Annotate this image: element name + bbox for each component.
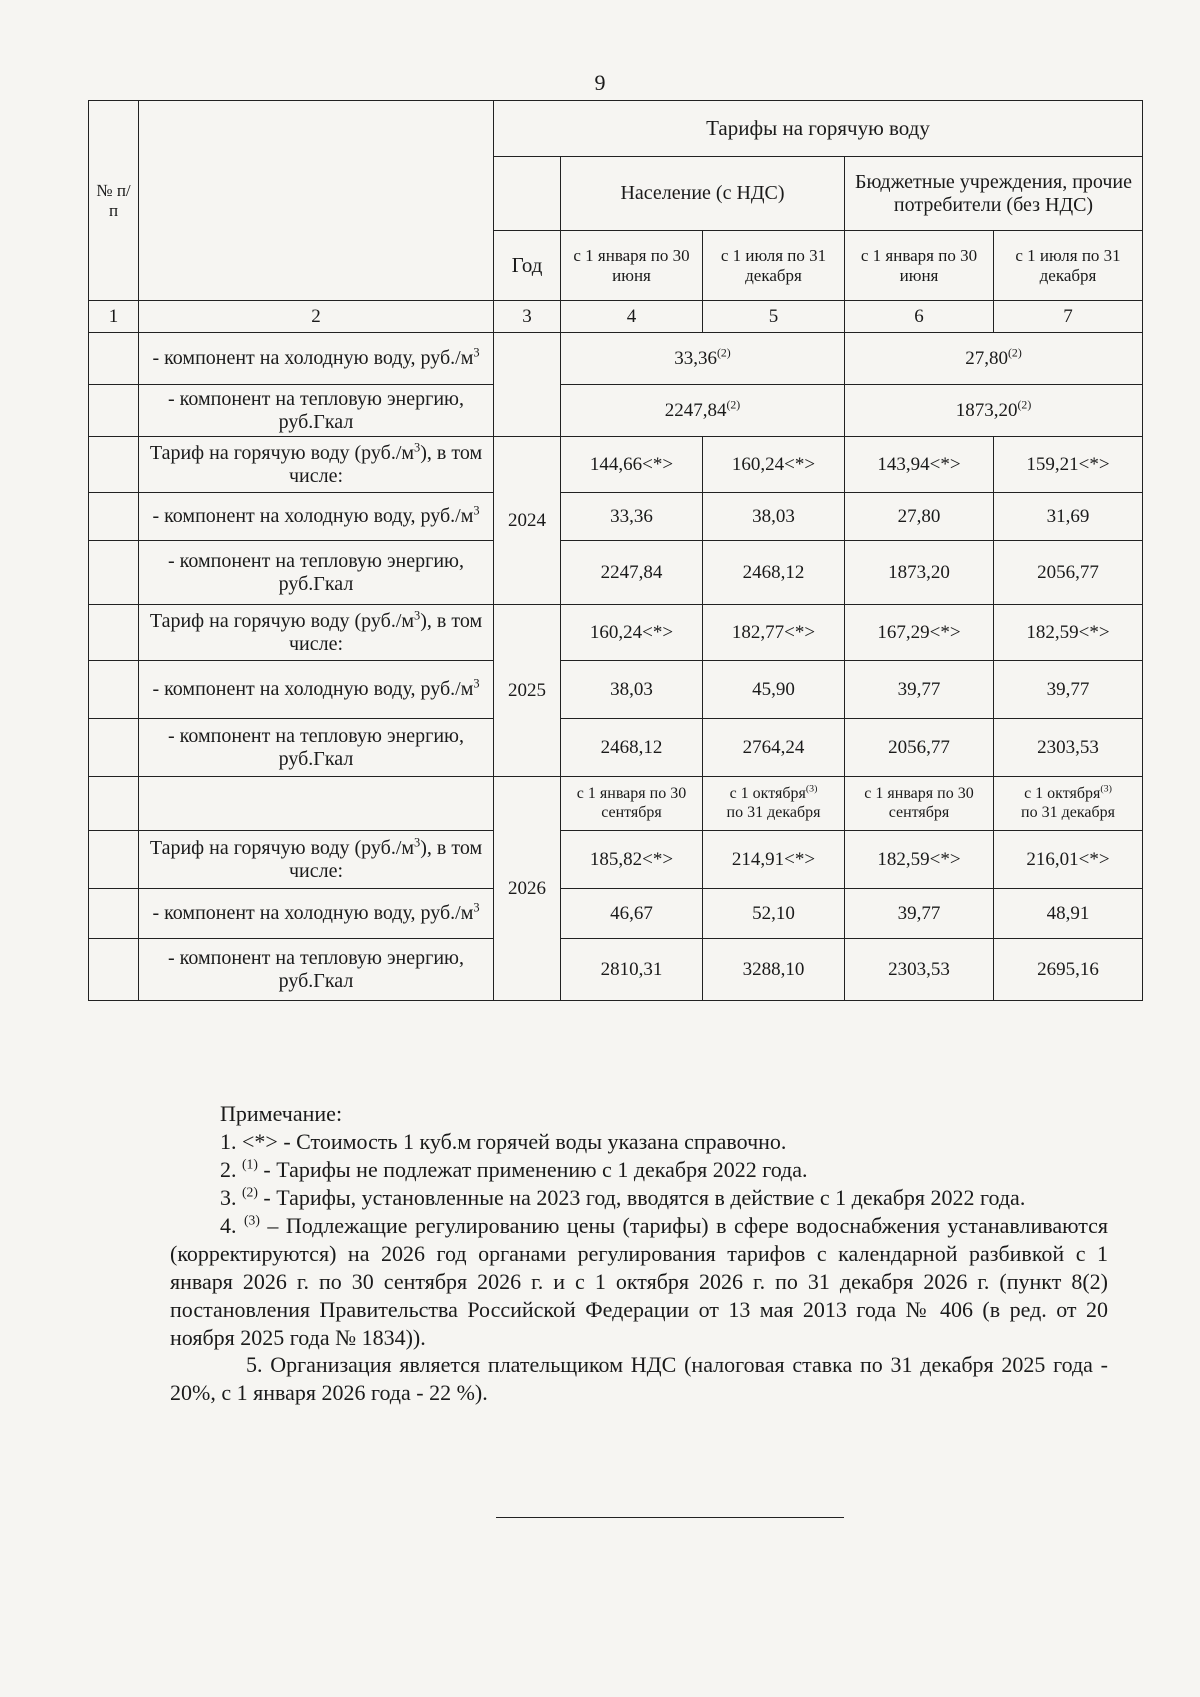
cell-value: 2247,84$^{(2)}$ — [561, 385, 845, 437]
cell-value: 160,24<*> — [561, 605, 703, 661]
row-label: Тариф на горячую воду $(руб./м^3)$, в том числе: — [139, 831, 494, 889]
note-3: 3. $^{(2)}$ - Тарифы, установленные на 2023 год, вводятся в действие с 1 декабря 2022 года. — [220, 1184, 1026, 1210]
header-population: Население (с НДС) — [561, 157, 845, 231]
cell-value: 33,36$^{(2)}$ — [561, 333, 845, 385]
header-num: № п/п — [89, 101, 139, 301]
header-period-3: с 1 января по 30 июня — [845, 231, 994, 301]
col-num: 6 — [845, 301, 994, 333]
cell-value: 160,24<*> — [703, 437, 845, 493]
cell-value: 216,01<*> — [994, 831, 1143, 889]
header-period-1: с 1 января по 30 июня — [561, 231, 703, 301]
table-row — [89, 719, 1143, 777]
note-5: 5. Организация является плательщиком НДС (налоговая ставка по 31 декабря 2025 года - 20%, с 1 января 2026 года - 22 %). — [170, 1352, 1108, 1406]
cell-value: 2468,12 — [561, 719, 703, 777]
cell-value: 33,36 — [561, 493, 703, 541]
row-label: - компонент на холодную воду, $руб./м^3$ — [139, 889, 494, 939]
cell-value: 38,03 — [703, 493, 845, 541]
cell-value: 144,66<*> — [561, 437, 703, 493]
cell-value: 182,59<*> — [994, 605, 1143, 661]
note-1: 1. <*> - Стоимость 1 куб.м горячей воды указана справочно. — [220, 1128, 787, 1154]
table-row — [89, 831, 1143, 889]
cell-value: 45,90 — [703, 661, 845, 719]
cell-value: 52,10 — [703, 889, 845, 939]
year-cell: 2024 — [494, 437, 561, 605]
table-row — [89, 661, 1143, 719]
tariffs-table — [88, 100, 1143, 1001]
table-row — [89, 889, 1143, 939]
row-label: - компонент на тепловую энергию, руб.Гкал — [139, 719, 494, 777]
cell-value: 185,82<*> — [561, 831, 703, 889]
table-row — [89, 777, 1143, 831]
cell-value: 38,03 — [561, 661, 703, 719]
col-num: 3 — [494, 301, 561, 333]
row-label: - компонент на холодную воду, $руб./м^3$ — [139, 333, 494, 385]
col-num: 1 — [89, 301, 139, 333]
cell-value: 48,91 — [994, 889, 1143, 939]
cell-value: 159,21<*> — [994, 437, 1143, 493]
cell-value: 1873,20 — [845, 541, 994, 605]
header-budget: Бюджетные учреждения, прочие потребители (без НДС) — [845, 157, 1143, 231]
row-label: - компонент на холодную воду, $руб./м^3$ — [139, 493, 494, 541]
header-spacer — [494, 157, 561, 231]
col-num: 2 — [139, 301, 494, 333]
note-4: 4. $^{(3)}$ – Подлежащие регулированию цены (тарифы) в сфере водоснабжения устанавливаются (корректируются) на 2026 год органами регулирования тарифов с календарной разбивкой с 1 января 2026 г. по 30 сентября 2026 г. и с 1 октября 2026 г. по 31 декабря 2026 г. (пункт 8(2) постановления Правительства Российской Федерации от 13 мая 2013 года № 406 (в ред. от 20 ноября 2025 года № 1834)). — [170, 1212, 1109, 1350]
table-row — [89, 437, 1143, 493]
table-row — [89, 333, 1143, 385]
cell-value: 2303,53 — [994, 719, 1143, 777]
row-label: - компонент на холодную воду, $руб./м^3$ — [139, 661, 494, 719]
col-num: 4 — [561, 301, 703, 333]
year-cell: 2026 — [494, 777, 561, 1001]
cell-value: 39,77 — [994, 661, 1143, 719]
cell-value: 143,94<*> — [845, 437, 994, 493]
page-number: 9 — [594, 70, 606, 95]
cell-value: 2247,84 — [561, 541, 703, 605]
cell-value: 2764,24 — [703, 719, 845, 777]
cell-value: 2695,16 — [994, 939, 1143, 1001]
cell-value: 3288,10 — [703, 939, 845, 1001]
year-cell: 2025 — [494, 605, 561, 777]
row-label: Тариф на горячую воду $(руб./м^3)$, в том числе: — [139, 605, 494, 661]
header-blank — [139, 101, 494, 301]
row-label: - компонент на тепловую энергию, руб.Гкал — [139, 939, 494, 1001]
cell-value: 214,91<*> — [703, 831, 845, 889]
col-num: 5 — [703, 301, 845, 333]
cell-value: 182,77<*> — [703, 605, 845, 661]
row-label: - компонент на тепловую энергию, руб.Гкал — [139, 541, 494, 605]
cell-value: 182,59<*> — [845, 831, 994, 889]
cell-value: 27,80 — [845, 493, 994, 541]
table-row — [89, 385, 1143, 437]
cell-value: 2056,77 — [994, 541, 1143, 605]
row-label: - компонент на тепловую энергию, руб.Гкал — [139, 385, 494, 437]
table-row — [89, 939, 1143, 1001]
column-number-row — [89, 301, 1143, 333]
period-cell: с 1 октября$^{(3)}$ по 31 декабря — [703, 777, 845, 831]
period-cell: с 1 января по 30 сентября — [561, 777, 703, 831]
cell-value: 39,77 — [845, 889, 994, 939]
table-row — [89, 493, 1143, 541]
notes-title: Примечание: — [220, 1101, 343, 1126]
cell-value: 2810,31 — [561, 939, 703, 1001]
cell-value: 2468,12 — [703, 541, 845, 605]
table-row — [89, 541, 1143, 605]
row-label: Тариф на горячую воду $(руб./м^3)$, в том числе: — [139, 437, 494, 493]
cell-value: 1873,20$^{(2)}$ — [845, 385, 1143, 437]
note-2: 2. $^{(1)}$ - Тарифы не подлежат применению с 1 декабря 2022 года. — [220, 1156, 808, 1182]
cell-value: 39,77 — [845, 661, 994, 719]
header-period-2: с 1 июля по 31 декабря — [703, 231, 845, 301]
table-row — [89, 605, 1143, 661]
cell-value: 2303,53 — [845, 939, 994, 1001]
notes-section — [170, 1100, 1108, 1407]
col-num: 7 — [994, 301, 1143, 333]
header-main-title: Тарифы на горячую воду — [494, 101, 1143, 157]
header-period-4: с 1 июля по 31 декабря — [994, 231, 1143, 301]
cell-value: 167,29<*> — [845, 605, 994, 661]
period-cell: с 1 января по 30 сентября — [845, 777, 994, 831]
cell-value: 46,67 — [561, 889, 703, 939]
cell-value: 27,80$^{(2)}$ — [845, 333, 1143, 385]
header-year: Год — [494, 231, 561, 301]
cell-value: 2056,77 — [845, 719, 994, 777]
closing-divider — [496, 1517, 844, 1518]
period-cell: с 1 октября$^{(3)}$ по 31 декабря — [994, 777, 1143, 831]
cell-value: 31,69 — [994, 493, 1143, 541]
